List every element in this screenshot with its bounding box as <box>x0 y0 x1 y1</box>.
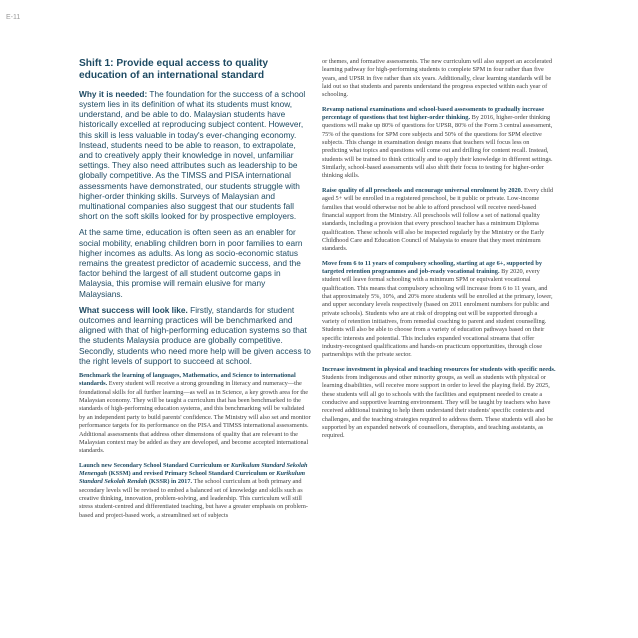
left-column <box>79 58 311 630</box>
curriculum-text: The school curriculum at both primary and secondary levels will be revised to embed a balanced set of knowledge and skills such as creative thinking, innovation, problem-solving, and leadership. This curriculum will still stress student-centred and differentiated teaching, but have a greater emphasis on problem-based and project-based work, a streamlined set of subjects <box>79 478 308 519</box>
shift-title: Shift 1: Provide equal access to quality education of an international standard <box>79 58 269 82</box>
why-needed-paragraph <box>79 89 311 222</box>
special-needs-lead: Increase investment in physical and teaching resources for students with specific needs. <box>322 365 556 373</box>
special-needs-text: Students from indigenous and other minority groups, as well as students with physical or learning disabilities, will receive more support in order to level the playing field. By 2025, these students will all go to schools with the facilities and equipment needed to create a conducive and supportive learning environment. They will be taught by teachers who have received additional training to help them understand their students' specific contexts and challenges, and the teaching strategies required to address them. These students will also be supported by an expanded network of counsellors, therapists, and teaching assistants, as required. <box>322 374 553 440</box>
success-paragraph <box>79 305 311 366</box>
compulsory-schooling-lead: Move from 6 to 11 years of compulsory schooling, starting at age 6+, supported by targeted retention programmes and job-ready vocational training. <box>322 259 543 275</box>
page-number: E-11 <box>6 14 21 21</box>
preschool-paragraph <box>322 187 556 254</box>
preschool-lead: Raise quality of all preschools and encourage universal enrolment by 2020. <box>322 186 523 194</box>
exam-lead: Revamp national examinations and school-based assessments to gradually increase percentage of questions that test higher-order thinking. <box>322 105 545 122</box>
why-needed-text: The foundation for the success of a school system lies in its definition of what its students must know, understand, and be able to do. Malaysian students have historically excelled at reproducing subject content. However, this skill is less valuable in today's ever-changing economy. Instead, students need to be able to reason, to extrapolate, and to creatively apply their knowledge in novel, unfamiliar settings. They also need attributes such as leadership to be globally competitive. As the TIMSS and PISA international assessments have demonstrated, our students struggle with higher-order thinking skills. Surveys of Malaysian and multinational companies also suggest that our students fall short on the soft skills looked for by prospective employers. <box>79 88 306 222</box>
curriculum-lead-part-5: (KSSR) in 2017. <box>147 478 193 486</box>
compulsory-schooling-text: By 2020, every student will leave formal schooling with a minimum SPM or equivalent vocational qualification. This means that compulsory schooling will increase from 6 to 11 years, and that approximately 5%, 10%, and 20% more students will be enrolled at the primary, lower, and upper secondary levels respectively (based on 2011 enrolment numbers for public and private schools). Students who are at risk of dropping out will be supported through a variety of retention initiatives, from remedial coaching to parent and student counselling. Students will also be able to choose from a variety of education pathways based on their specific interests and potential. This includes expanded vocational streams that offer industry-recognised qualifications and hands-on practicum opportunities, through close partnerships with the private sector. <box>322 267 553 359</box>
why-needed-label: Why it is needed: <box>79 88 148 99</box>
benchmark-text: Every student will receive a strong grounding in literacy and numeracy—the foundational skills for all further learning—as well as in Science, a key growth area for the Malaysian economy. They will be taught a curriculum that has been benchmarked to the standards of high-performing education systems, and this benchmarking will be validated by an independent party to build parents' confidence. The Ministry will also set and monitor performance targets for its performance on the PISA and TIMSS international assessments. Additional assessments that address other dimensions of quality that are relevant to the Malaysian context may be added as they are developed, and become accepted international standards. <box>79 380 311 455</box>
success-label: What success will look like. <box>79 304 188 315</box>
compulsory-schooling-paragraph <box>322 260 556 360</box>
curriculum-lead-part-1: Launch new Secondary School Standard Curriculum or <box>79 461 231 469</box>
right-column <box>322 58 556 630</box>
curriculum-paragraph <box>79 462 311 520</box>
exam-paragraph <box>322 106 556 181</box>
special-needs-paragraph <box>322 366 556 441</box>
benchmark-paragraph <box>79 372 311 455</box>
social-mobility-paragraph: At the same time, education is often seen as an enabler for social mobility, enabling children born in poor families to earn higher incomes as adults. As long as socio-economic status remains the greatest predictor of academic success, and the factor behind the largest of all student outcome gaps in Malaysia, this promise will remain elusive for many Malaysians. <box>79 227 303 299</box>
preschool-text: Every child aged 5+ will be enrolled in a registered preschool, be it public or private. Low-income families that would otherwise not be able to afford preschool will receive need-based financial support from the Ministry. All preschools will follow a set of national quality standards, including a provision that every preschool teacher has a minimum Diploma qualification. These schools will also be inspected regularly by the Ministry or the Early Childhood Care and Education Council of Malaysia to ensure that they meet minimum standards. <box>322 186 554 253</box>
curriculum-lead-part-3: (KSSM) and revised Primary School Standard Curriculum or <box>107 469 277 477</box>
kssr-malay-name: Kurikulum Standard Sekolah Rendah <box>79 469 305 486</box>
continuation-paragraph: or themes, and formative assessments. The new curriculum will also support an accelerated learning pathway for high-performing students to complete SPM in four rather than five years, and UPSR in five rather than six years. Additionally, clear learning standards will be laid out so that students and parents understand the progress expected within each year of schooling. <box>322 58 552 99</box>
exam-text: By 2016, higher-order thinking questions will make up 80% of questions for UPSR, 80% of the Form 3 central assessment, 75% of the questions for SPM core subjects and 50% of the questions for SPM elective subjects. This change in examination design means that teachers will focus less on predicting what topics and questions will come out and drilling for content recall. Instead, students will be trained to think critically and to apply their knowledge in different settings. Similarly, school-based assessments will also shift their focus to testing for higher-order thinking skills. <box>322 114 553 180</box>
kssm-malay-name: Kurikulum Standard Sekolah Menengah <box>79 461 308 477</box>
benchmark-lead: Benchmark the learning of languages, Mathematics, and Science to international standards. <box>79 372 296 388</box>
success-text: Firstly, standards for student outcomes and learning practices will be benchmarked and aligned with that of high-performing education systems so that the students Malaysia produce are globally competitive. Secondly, students who need more help will be given access to the right levels of support to succeed at school. <box>79 304 311 366</box>
